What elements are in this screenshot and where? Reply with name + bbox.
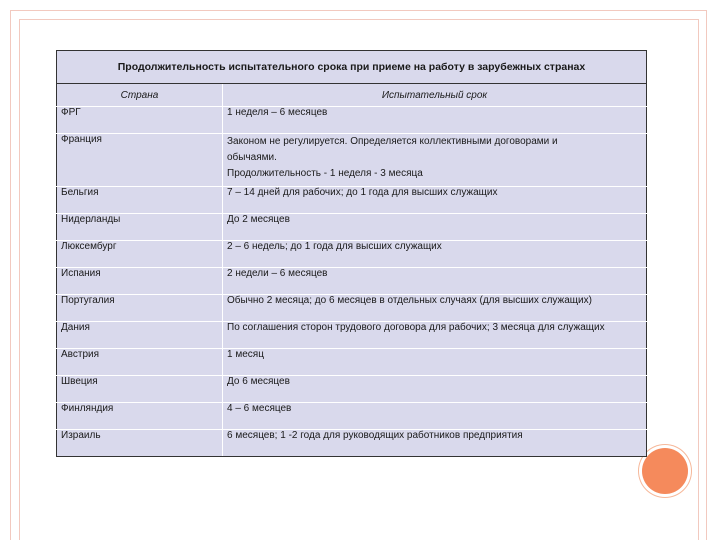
term-cell: 1 месяц <box>223 349 647 376</box>
table-row <box>57 214 647 241</box>
country-cell: ФРГ <box>57 107 223 134</box>
table-row <box>57 349 647 376</box>
table-row <box>57 187 647 214</box>
term-cell: 2 недели – 6 месяцев <box>223 268 647 295</box>
country-cell: Австрия <box>57 349 223 376</box>
country-cell: Франция <box>57 134 223 187</box>
table-row <box>57 107 647 134</box>
probation-period-table <box>56 50 647 457</box>
table-row <box>57 134 647 187</box>
table-row <box>57 295 647 322</box>
country-cell: Бельгия <box>57 187 223 214</box>
term-cell: 2 – 6 недель; до 1 года для высших служащих <box>223 241 647 268</box>
term-cell: По соглашения сторон трудового договора для рабочих; 3 месяца для служащих <box>223 322 647 349</box>
term-cell <box>223 134 647 187</box>
table-row <box>57 403 647 430</box>
term-line: Законом не регулируется. Определяется коллективными договорами и <box>227 136 558 147</box>
table-title: Продолжительность испытательного срока при приеме на работу в зарубежных странах <box>57 51 647 84</box>
table-row <box>57 430 647 457</box>
table-row <box>57 322 647 349</box>
term-cell: Обычно 2 месяца; до 6 месяцев в отдельных случаях (для высших служащих) <box>223 295 647 322</box>
term-line: обычаями. <box>227 152 277 163</box>
decorative-circle <box>642 448 688 494</box>
header-country: Страна <box>57 84 223 107</box>
term-cell: До 6 месяцев <box>223 376 647 403</box>
country-cell: Люксембург <box>57 241 223 268</box>
header-term: Испытательный срок <box>223 84 647 107</box>
country-cell: Швеция <box>57 376 223 403</box>
country-cell: Испания <box>57 268 223 295</box>
country-cell: Португалия <box>57 295 223 322</box>
term-cell: 1 неделя – 6 месяцев <box>223 107 647 134</box>
term-line: Продолжительность - 1 неделя - 3 месяца <box>227 168 423 179</box>
term-cell: 4 – 6 месяцев <box>223 403 647 430</box>
term-cell: 7 – 14 дней для рабочих; до 1 года для высших служащих <box>223 187 647 214</box>
table-row <box>57 376 647 403</box>
country-cell: Израиль <box>57 430 223 457</box>
country-cell: Финляндия <box>57 403 223 430</box>
country-cell: Нидерланды <box>57 214 223 241</box>
table-row <box>57 268 647 295</box>
country-cell: Дания <box>57 322 223 349</box>
table-row <box>57 241 647 268</box>
term-cell: 6 месяцев; 1 -2 года для руководящих работников предприятия <box>223 430 647 457</box>
term-cell: До 2 месяцев <box>223 214 647 241</box>
